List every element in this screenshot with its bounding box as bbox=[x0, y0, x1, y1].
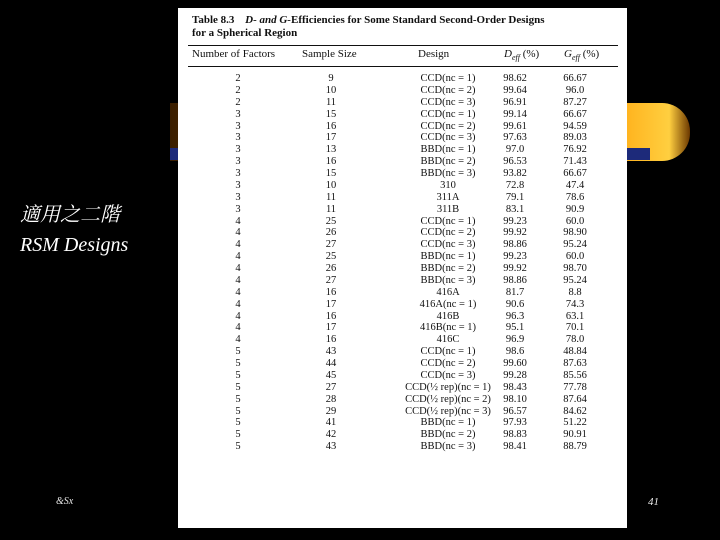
cell-sample-size: 16 bbox=[325, 310, 337, 322]
cell-sample-size: 11 bbox=[325, 203, 337, 215]
table-row bbox=[178, 204, 627, 216]
cell-design: CCD(nc = 2) bbox=[420, 84, 476, 96]
cell-g-eff: 87.27 bbox=[563, 96, 587, 108]
header-g-eff: $G_{eff}$ (%) bbox=[564, 48, 600, 63]
cell-design: BBD(nc = 1) bbox=[420, 251, 476, 263]
page-number: 41 bbox=[648, 496, 659, 508]
cell-design: CCD(nc = 2) bbox=[420, 358, 476, 369]
cell-sample-size: 43 bbox=[325, 441, 337, 453]
cell-sample-size: 28 bbox=[325, 393, 337, 405]
table-row bbox=[178, 85, 627, 97]
cell-design: BBD(nc = 3) bbox=[420, 274, 476, 286]
cell-sample-size: 44 bbox=[325, 358, 337, 369]
cell-sample-size: 11 bbox=[325, 191, 337, 203]
cell-g-eff: 85.56 bbox=[563, 369, 587, 381]
table-row bbox=[178, 311, 627, 323]
table-row bbox=[178, 417, 627, 429]
cell-d-eff: 93.82 bbox=[503, 168, 527, 179]
slide-title-line2: RSM Designs bbox=[20, 234, 129, 256]
table-row bbox=[178, 109, 627, 121]
table-row bbox=[178, 275, 627, 287]
table-row bbox=[178, 263, 627, 275]
table-row bbox=[178, 192, 627, 204]
cell-design: 311B bbox=[436, 203, 460, 215]
cell-sample-size: 41 bbox=[325, 417, 337, 429]
cell-sample-size: 26 bbox=[325, 263, 337, 274]
cell-design: 416B(nc = 1) bbox=[419, 322, 477, 334]
cell-g-eff: 74.3 bbox=[565, 298, 585, 310]
cell-design: CCD(nc = 3) bbox=[420, 239, 476, 251]
table-row bbox=[178, 156, 627, 168]
cell-d-eff: 98.6 bbox=[505, 346, 525, 358]
cell-factors: 2 bbox=[235, 73, 241, 84]
scanned-table-image bbox=[178, 8, 627, 528]
cell-d-eff: 99.92 bbox=[503, 227, 527, 239]
header-d-eff: $D_{eff}$ (%) bbox=[504, 48, 540, 63]
cell-d-eff: 90.6 bbox=[505, 298, 525, 310]
cell-d-eff: 97.0 bbox=[505, 144, 525, 156]
cell-g-eff: 66.67 bbox=[563, 73, 587, 84]
cell-sample-size: 27 bbox=[325, 239, 337, 251]
table-row bbox=[178, 322, 627, 334]
cell-d-eff: 99.60 bbox=[503, 358, 527, 369]
cell-sample-size: 10 bbox=[325, 179, 337, 191]
cell-sample-size: 17 bbox=[325, 322, 337, 334]
table-row bbox=[178, 144, 627, 156]
table-body bbox=[178, 73, 627, 453]
header-factors: Number of Factors bbox=[192, 48, 276, 60]
cell-factors: 4 bbox=[235, 263, 241, 274]
cell-design: 311A bbox=[436, 191, 460, 203]
table-row bbox=[178, 251, 627, 263]
cell-sample-size: 42 bbox=[325, 429, 337, 441]
table-row bbox=[178, 132, 627, 144]
cell-d-eff: 99.61 bbox=[503, 120, 527, 132]
cell-factors: 5 bbox=[235, 429, 241, 441]
cell-sample-size: 15 bbox=[325, 168, 337, 179]
cell-factors: 3 bbox=[235, 179, 241, 191]
cell-sample-size: 16 bbox=[325, 286, 337, 298]
table-row bbox=[178, 429, 627, 441]
table-row bbox=[178, 73, 627, 85]
table-row bbox=[178, 287, 627, 299]
cell-factors: 5 bbox=[235, 346, 241, 358]
cell-g-eff: 78.0 bbox=[565, 334, 585, 346]
cell-sample-size: 29 bbox=[325, 405, 337, 417]
cell-factors: 5 bbox=[235, 417, 241, 429]
cell-sample-size: 27 bbox=[325, 381, 337, 393]
cell-sample-size: 27 bbox=[325, 274, 337, 286]
cell-d-eff: 95.1 bbox=[505, 322, 525, 334]
cell-factors: 3 bbox=[235, 191, 241, 203]
cell-d-eff: 98.86 bbox=[503, 274, 527, 286]
table-row bbox=[178, 406, 627, 418]
cell-d-eff: 98.43 bbox=[503, 381, 527, 393]
cell-d-eff: 96.57 bbox=[503, 405, 527, 417]
cell-design: 310 bbox=[440, 179, 456, 191]
cell-design: BBD(nc = 2) bbox=[420, 156, 476, 168]
cell-g-eff: 71.43 bbox=[563, 156, 587, 168]
cell-d-eff: 99.14 bbox=[503, 108, 527, 120]
cell-g-eff: 70.1 bbox=[565, 322, 585, 334]
cell-factors: 4 bbox=[235, 286, 241, 298]
cell-sample-size: 25 bbox=[325, 215, 337, 227]
cell-g-eff: 95.24 bbox=[563, 274, 587, 286]
table-caption bbox=[192, 14, 612, 40]
table-row bbox=[178, 334, 627, 346]
cell-factors: 3 bbox=[235, 132, 241, 144]
cell-g-eff: 51.22 bbox=[563, 417, 587, 429]
cell-sample-size: 17 bbox=[325, 298, 337, 310]
cell-design: BBD(nc = 3) bbox=[420, 441, 476, 453]
cell-factors: 3 bbox=[235, 203, 241, 215]
cell-g-eff: 60.0 bbox=[565, 215, 585, 227]
cell-factors: 3 bbox=[235, 156, 241, 168]
cell-g-eff: 48.84 bbox=[563, 346, 587, 358]
cell-factors: 5 bbox=[235, 369, 241, 381]
cell-g-eff: 94.59 bbox=[563, 120, 587, 132]
cell-g-eff: 60.0 bbox=[565, 251, 585, 263]
cell-g-eff: 76.92 bbox=[563, 144, 587, 156]
cell-factors: 3 bbox=[235, 144, 241, 156]
cell-design: BBD(nc = 2) bbox=[420, 429, 476, 441]
cell-g-eff: 63.1 bbox=[565, 310, 585, 322]
cell-factors: 2 bbox=[235, 84, 241, 96]
cell-design: BBD(nc = 1) bbox=[420, 417, 476, 429]
table-row bbox=[178, 299, 627, 311]
cell-d-eff: 79.1 bbox=[505, 191, 525, 203]
table-row bbox=[178, 121, 627, 133]
cell-sample-size: 13 bbox=[325, 144, 337, 156]
cell-design: CCD(nc = 1) bbox=[420, 73, 476, 84]
cell-factors: 5 bbox=[235, 393, 241, 405]
table-row bbox=[178, 346, 627, 358]
cell-g-eff: 88.79 bbox=[563, 441, 587, 453]
cell-factors: 5 bbox=[235, 405, 241, 417]
table-row bbox=[178, 239, 627, 251]
cell-d-eff: 99.92 bbox=[503, 263, 527, 274]
cell-design: CCD(nc = 3) bbox=[420, 96, 476, 108]
cell-d-eff: 98.83 bbox=[503, 429, 527, 441]
cell-factors: 5 bbox=[235, 358, 241, 369]
cell-g-eff: 87.63 bbox=[563, 358, 587, 369]
table-row bbox=[178, 180, 627, 192]
cell-g-eff: 78.6 bbox=[565, 191, 585, 203]
cell-d-eff: 99.23 bbox=[503, 215, 527, 227]
cell-design: CCD(nc = 2) bbox=[420, 120, 476, 132]
cell-design: CCD(nc = 1) bbox=[420, 346, 476, 358]
cell-factors: 4 bbox=[235, 239, 241, 251]
cell-factors: 4 bbox=[235, 227, 241, 239]
cell-d-eff: 99.28 bbox=[503, 369, 527, 381]
cell-factors: 3 bbox=[235, 120, 241, 132]
table-row bbox=[178, 394, 627, 406]
cell-d-eff: 81.7 bbox=[505, 286, 525, 298]
cell-factors: 4 bbox=[235, 215, 241, 227]
table-row bbox=[178, 216, 627, 228]
cell-design: CCD(½ rep)(nc = 1) bbox=[405, 381, 491, 393]
cell-g-eff: 8.8 bbox=[568, 286, 582, 298]
cell-d-eff: 96.91 bbox=[503, 96, 527, 108]
cell-sample-size: 16 bbox=[325, 156, 337, 168]
cell-g-eff: 90.91 bbox=[563, 429, 587, 441]
cell-factors: 4 bbox=[235, 298, 241, 310]
cell-d-eff: 99.64 bbox=[503, 84, 527, 96]
cell-design: BBD(nc = 1) bbox=[420, 144, 476, 156]
cell-factors: 5 bbox=[235, 441, 241, 453]
cell-sample-size: 45 bbox=[325, 369, 337, 381]
table-row bbox=[178, 97, 627, 109]
cell-sample-size: 10 bbox=[325, 84, 337, 96]
cell-design: CCD(nc = 3) bbox=[420, 132, 476, 144]
cell-sample-size: 17 bbox=[325, 132, 337, 144]
cell-d-eff: 97.63 bbox=[503, 132, 527, 144]
cell-g-eff: 95.24 bbox=[563, 239, 587, 251]
cell-factors: 2 bbox=[235, 96, 241, 108]
cell-design: CCD(nc = 2) bbox=[420, 227, 476, 239]
caption-line2: for a Spherical Region bbox=[192, 27, 298, 39]
cell-g-eff: 98.70 bbox=[563, 263, 587, 274]
cell-factors: 3 bbox=[235, 168, 241, 179]
cell-design: CCD(nc = 1) bbox=[420, 108, 476, 120]
cell-g-eff: 47.4 bbox=[565, 179, 585, 191]
slide-title-line1: 適用之二階 bbox=[20, 204, 120, 226]
cell-d-eff: 97.93 bbox=[503, 417, 527, 429]
cell-g-eff: 84.62 bbox=[563, 405, 587, 417]
cell-factors: 4 bbox=[235, 334, 241, 346]
cell-design: CCD(nc = 1) bbox=[420, 215, 476, 227]
cell-sample-size: 11 bbox=[325, 96, 337, 108]
cell-d-eff: 98.86 bbox=[503, 239, 527, 251]
cell-g-eff: 66.67 bbox=[563, 168, 587, 179]
cell-design: CCD(½ rep)(nc = 2) bbox=[405, 393, 491, 405]
cell-d-eff: 99.23 bbox=[503, 251, 527, 263]
caption-italic: D- and G- bbox=[245, 14, 291, 26]
cell-g-eff: 98.90 bbox=[563, 227, 587, 239]
cell-d-eff: 98.62 bbox=[503, 73, 527, 84]
cell-d-eff: 83.1 bbox=[505, 203, 525, 215]
footer-author: &Sx bbox=[56, 496, 74, 507]
table-row bbox=[178, 358, 627, 370]
cell-d-eff: 96.3 bbox=[505, 310, 525, 322]
cell-sample-size: 26 bbox=[325, 227, 337, 239]
cell-design: CCD(nc = 3) bbox=[420, 369, 476, 381]
slide-title bbox=[20, 200, 128, 260]
cell-design: BBD(nc = 3) bbox=[420, 168, 476, 179]
header-design: Design bbox=[418, 48, 450, 60]
cell-factors: 4 bbox=[235, 310, 241, 322]
cell-sample-size: 43 bbox=[325, 346, 337, 358]
table-row bbox=[178, 227, 627, 239]
table-number: Table 8.3 bbox=[192, 14, 235, 26]
cell-sample-size: 9 bbox=[328, 73, 334, 84]
cell-g-eff: 89.03 bbox=[563, 132, 587, 144]
header-sample-size: Sample Size bbox=[302, 48, 357, 60]
cell-sample-size: 15 bbox=[325, 108, 337, 120]
cell-design: CCD(½ rep)(nc = 3) bbox=[405, 405, 491, 417]
table-row bbox=[178, 370, 627, 382]
table-header-rule bbox=[188, 66, 618, 67]
cell-g-eff: 90.9 bbox=[565, 203, 585, 215]
cell-factors: 4 bbox=[235, 251, 241, 263]
cell-d-eff: 96.9 bbox=[505, 334, 525, 346]
cell-factors: 4 bbox=[235, 274, 241, 286]
cell-sample-size: 16 bbox=[325, 334, 337, 346]
cell-design: 416B bbox=[436, 310, 460, 322]
cell-g-eff: 96.0 bbox=[565, 84, 585, 96]
cell-g-eff: 66.67 bbox=[563, 108, 587, 120]
table-row bbox=[178, 168, 627, 180]
table-row bbox=[178, 441, 627, 453]
table-row bbox=[178, 382, 627, 394]
cell-design: BBD(nc = 2) bbox=[420, 263, 476, 274]
cell-factors: 4 bbox=[235, 322, 241, 334]
cell-design: 416A(nc = 1) bbox=[419, 298, 477, 310]
cell-design: 416A bbox=[436, 286, 460, 298]
cell-factors: 5 bbox=[235, 381, 241, 393]
cell-sample-size: 25 bbox=[325, 251, 337, 263]
cell-design: 416C bbox=[436, 334, 460, 346]
cell-g-eff: 77.78 bbox=[563, 381, 587, 393]
cell-d-eff: 98.10 bbox=[503, 393, 527, 405]
table-header bbox=[178, 48, 627, 64]
cell-d-eff: 98.41 bbox=[503, 441, 527, 453]
cell-g-eff: 87.64 bbox=[563, 393, 587, 405]
cell-sample-size: 16 bbox=[325, 120, 337, 132]
cell-d-eff: 72.8 bbox=[505, 179, 525, 191]
table-top-rule bbox=[188, 45, 618, 46]
caption-text: Efficiencies for Some Standard Second-Order Designs bbox=[290, 14, 545, 26]
cell-d-eff: 96.53 bbox=[503, 156, 527, 168]
cell-factors: 3 bbox=[235, 108, 241, 120]
